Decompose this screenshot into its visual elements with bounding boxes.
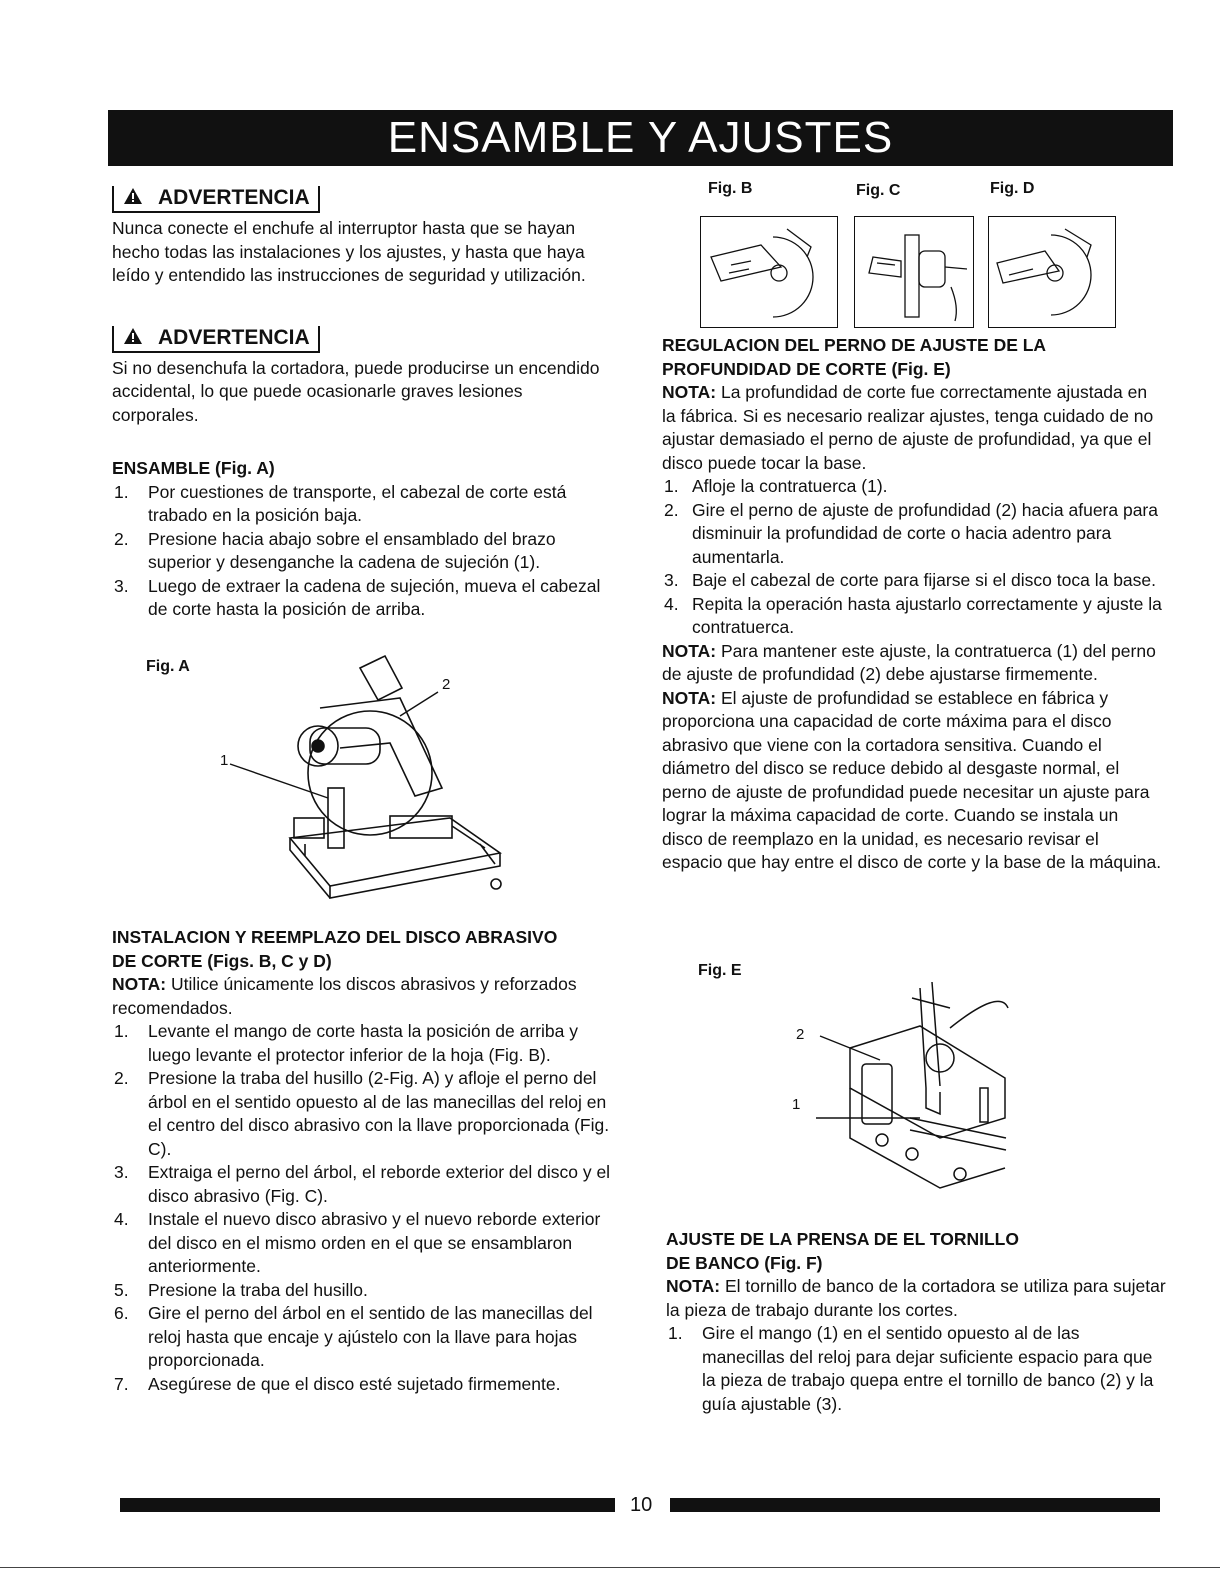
list-item: 1. Gire el mango (1) en el sentido opuesto al de las manecillas del reloj para dejar suficiente espacio para que la pieza de trabajo quepa entre el tornillo de banco (2) y la guía ajustable (3). (668, 1323, 1154, 1414)
warning-label-1 (112, 186, 320, 213)
list-item: 3. Luego de extraer la cadena de sujeción, mueva el cabezal de corte hasta la posición de arriba. (114, 575, 601, 619)
depth-note-3: NOTA: El ajuste de profundidad se establece en fábrica y proporciona una capacidad de corte máxima para el disco abrasivo que viene con la cortadora sensitiva. Cuando el diámetro del disco se reduce debido al desgaste normal, el perno de ajuste de profundidad puede necesitar un ajuste para lograr la máxima capacidad de corte. Cuando se instala un disco de reemplazo en la unidad, es necesario revisar el espacio que hay entre el disco de corte y la base de la máquina. (662, 687, 1162, 872)
list-item: 2. Presione la traba del husillo (2-Fig. A) y afloje el perno del árbol en el sentido opuesto al de las manecillas del reloj en el centro del disco abrasivo con la llave proporcionada (Fig. C). (114, 1068, 610, 1159)
fig-a-callout-2: 2 (442, 676, 451, 693)
list-item: 6. Gire el perno del árbol en el sentido de las manecillas del reloj hasta que encaje y ajústelo con la llave para hojas proporcionada. (114, 1303, 593, 1370)
list-item: 1. Levante el mango de corte hasta la posición de arriba y luego levante el protector inferior de la hoja (Fig. B). (114, 1021, 578, 1065)
list-item: 3. Baje el cabezal de corte para fijarse si el disco toca la base. (664, 570, 1157, 590)
list-item: 3. Extraiga el perno del árbol, el reborde exterior del disco y el disco abrasivo (Fig. C). (114, 1162, 611, 1206)
right-column (662, 334, 1162, 875)
depth-note-1: NOTA: La profundidad de corte fue correctamente ajustada en la fábrica. Si es necesario realizar ajustes, tenga cuidado de no ajustar demasiado el perno de ajuste de profundidad, ya que el disco puede tocar la base. (662, 382, 1154, 473)
fig-e-illustration (800, 968, 1015, 1200)
disc-steps (112, 1020, 617, 1396)
fig-a-callout-1: 1 (220, 752, 229, 769)
depth-note-2: NOTA: Para mantener este ajuste, la contratuerca (1) del perno de ajuste de profundidad (2) debe ajustarse firmemente. (662, 640, 1156, 684)
warning-triangle-icon (124, 326, 142, 350)
warning-triangle-icon (124, 186, 142, 210)
footer-bar-right (670, 1498, 1160, 1512)
fig-d-label: Fig. D (990, 180, 1035, 197)
assembly-steps (112, 481, 612, 622)
warning-text-1: Nunca conecte el enchufe al interruptor hasta que se hayan hecho todas las instalaciones y los ajustes, y hasta que haya leído y entendido las instrucciones de seguridad y utilización. (112, 218, 586, 285)
disc-section (112, 926, 617, 1396)
list-item: 7. Asegúrese de que el disco esté sujetado firmemente. (114, 1373, 561, 1394)
list-item: 4. Instale el nuevo disco abrasivo y el nuevo reborde exterior del disco en el mismo orden en el que se ensamblaron anteriormente. (114, 1209, 601, 1276)
fig-e-callout-2: 2 (796, 1026, 805, 1043)
fig-c-illustration (854, 216, 974, 328)
fig-a-illustration (210, 648, 510, 906)
vise-heading-2: DE BANCO (Fig. F) (666, 1252, 823, 1273)
page-title: ENSAMBLE Y AJUSTES (108, 110, 1173, 166)
disc-note: NOTA: Utilice únicamente los discos abrasivos y reforzados recomendados. (112, 974, 577, 1018)
fig-b-illustration (700, 216, 838, 328)
left-column (112, 186, 612, 622)
depth-steps (662, 475, 1162, 640)
disc-heading: INSTALACION Y REEMPLAZO DEL DISCO ABRASIVO (112, 927, 558, 947)
warning-label-text: ADVERTENCIA (158, 186, 310, 209)
fig-a-label: Fig. A (146, 658, 190, 675)
vise-note: NOTA: El tornillo de banco de la cortadora se utiliza para sujetar la pieza de trabajo durante los cortes. (666, 1276, 1166, 1320)
list-item: 4. Repita la operación hasta ajustarlo correctamente y ajuste la contratuerca. (664, 593, 1162, 637)
vise-heading: AJUSTE DE LA PRENSA DE EL TORNILLO (666, 1229, 1019, 1249)
list-item: 2. Presione hacia abajo sobre el ensamblado del brazo superior y desenganche la cadena de sujeción (1). (114, 528, 556, 572)
list-item: 1. Afloje la contratuerca (1). (664, 476, 888, 496)
depth-heading: REGULACION DEL PERNO DE AJUSTE DE LA (662, 335, 1047, 355)
vise-section (666, 1228, 1166, 1416)
warning-text-2: Si no desenchufa la cortadora, puede producirse un encendido accidental, lo que puede ocasionarle graves lesiones corporales. (112, 357, 600, 425)
bottom-rule (0, 1567, 1220, 1568)
depth-heading-2: PROFUNDIDAD DE CORTE (Fig. E) (662, 358, 951, 379)
fig-e-callout-1: 1 (792, 1096, 801, 1113)
assembly-heading: ENSAMBLE (Fig. A) (112, 458, 275, 478)
fig-c-label: Fig. C (856, 182, 901, 199)
footer-bar-left (120, 1498, 615, 1512)
list-item: 5. Presione la traba del husillo. (114, 1279, 368, 1300)
list-item: 1. Por cuestiones de transporte, el cabezal de corte está trabado en la posición baja. (114, 481, 567, 525)
fig-d-illustration (988, 216, 1116, 328)
disc-heading-2: DE CORTE (Figs. B, C y D) (112, 950, 332, 971)
warning-label-2 (112, 326, 320, 353)
fig-b-label: Fig. B (708, 180, 753, 197)
list-item: 2. Gire el perno de ajuste de profundidad (2) hacia afuera para disminuir la profundidad de corte o hacia adentro para aumentarla. (664, 499, 1158, 567)
warning-label-text: ADVERTENCIA (158, 325, 310, 349)
page-number: 10 (630, 1494, 653, 1516)
vise-steps (666, 1322, 1166, 1416)
fig-e-label: Fig. E (698, 962, 742, 979)
